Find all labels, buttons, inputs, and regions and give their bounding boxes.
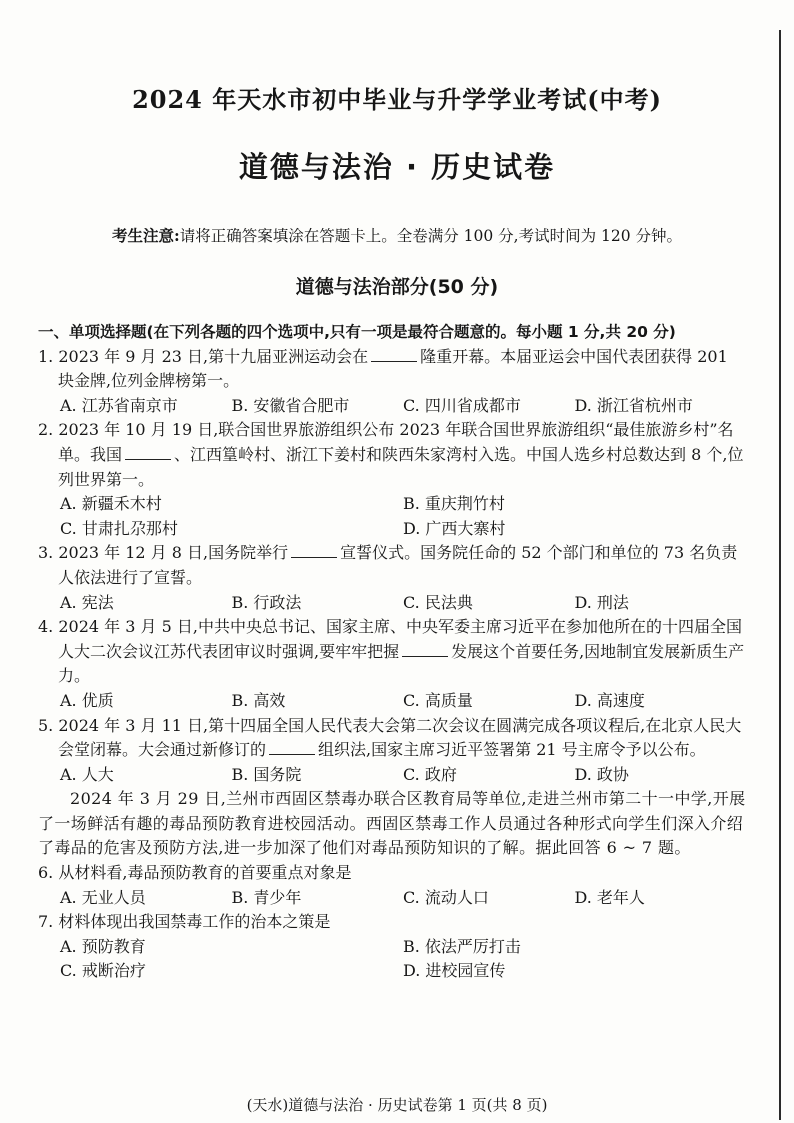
option-c: C. 政府 xyxy=(403,764,457,784)
question-stem: 2. 2023 年 10 月 19 日,联合国世界旅游组织公布 2023 年联合国世界旅游组织“最佳旅游乡村”名单。我国 、江西篁岭村、浙江下姜村和陕西朱家湾村入选。中国人选乡村总数达到 8 个,位列世界第一。 xyxy=(38,420,744,489)
option-a: A. 江苏省南京市 xyxy=(60,395,178,415)
question-options xyxy=(38,591,746,616)
reading-material: 2024 年 3 月 29 日,兰州市西固区禁毒办联合区教育局等单位,走进兰州市第二十一中学,开展了一场鲜活有趣的毒品预防教育进校园活动。西固区禁毒工作人员通过各种形式向学生们深入介绍了毒品的危害及预防方法,进一步加深了他们对毒品预防知识的了解。据此回答 6 ~ 7 题。 xyxy=(38,789,746,858)
option-c: C. 高质量 xyxy=(403,690,473,710)
question-stem: 3. 2023 年 12 月 8 日,国务院举行 宣誓仪式。国务院任命的 52 个部门和单位的 73 名负责人依法进行了宣誓。 xyxy=(38,543,738,587)
exam-content xyxy=(38,320,746,984)
option-b: B. 高效 xyxy=(231,690,286,710)
option-c: C. 戒断治疗 xyxy=(60,961,146,981)
page-footer: (天水)道德与法治 · 历史试卷第 1 页(共 8 页) xyxy=(246,1096,548,1114)
option-a: A. 预防教育 xyxy=(60,936,146,956)
option-d: D. 广西大寨村 xyxy=(403,518,506,538)
question-stem: 6. 从材料看,毒品预防教育的首要重点对象是 xyxy=(38,863,352,883)
option-d: D. 高速度 xyxy=(574,690,645,710)
option-c: C. 流动人口 xyxy=(403,887,489,907)
option-c: C. 四川省成都市 xyxy=(403,395,521,415)
option-d: D. 老年人 xyxy=(574,887,645,907)
question-options xyxy=(38,492,746,541)
option-d: D. 刑法 xyxy=(574,592,629,612)
option-d: D. 浙江省杭州市 xyxy=(574,395,693,415)
option-a: A. 优质 xyxy=(60,690,114,710)
question-5 xyxy=(38,714,746,788)
option-a: A. 无业人员 xyxy=(60,887,146,907)
question-stem: 4. 2024 年 3 月 5 日,中共中央总书记、国家主席、中央军委主席习近平在参加他所在的十四届全国人大二次会议江苏代表团审议时强调,要牢牢把握 发展这个首要任务,因地制宜发展新质生产力。 xyxy=(38,617,745,686)
answer-blank xyxy=(125,447,171,460)
question-options xyxy=(38,763,746,788)
option-d: D. 进校园宣传 xyxy=(403,961,506,981)
answer-blank xyxy=(269,742,315,755)
question-3 xyxy=(38,541,746,615)
part-title: 道德与法治部分(50 分) xyxy=(295,276,499,298)
scan-edge-line xyxy=(779,30,781,1120)
question-options xyxy=(38,886,746,911)
option-c: C. 民法典 xyxy=(403,592,473,612)
notice-label: 考生注意: xyxy=(111,226,180,245)
question-4 xyxy=(38,615,746,713)
option-a: A. 宪法 xyxy=(60,592,114,612)
question-2 xyxy=(38,418,746,541)
question-options xyxy=(38,394,746,419)
answer-blank xyxy=(371,349,417,362)
option-b: B. 行政法 xyxy=(231,592,302,612)
question-stem: 5. 2024 年 3 月 11 日,第十四届全国人民代表大会第二次会议在圆满完成各项议程后,在北京人民大会堂闭幕。大会通过新修订的 组织法,国家主席习近平签署第 21 号主席令予以公布。 xyxy=(38,715,742,760)
option-b: B. 国务院 xyxy=(231,764,302,784)
answer-blank xyxy=(291,545,337,558)
option-a: A. 新疆禾木村 xyxy=(60,494,162,514)
question-1 xyxy=(38,345,746,419)
question-stem: 7. 材料体现出我国禁毒工作的治本之策是 xyxy=(38,912,331,932)
question-stem: 1. 2023 年 9 月 23 日,第十九届亚洲运动会在 隆重开幕。本届亚运会中国代表团获得 201 块金牌,位列金牌榜第一。 xyxy=(38,346,728,391)
question-7 xyxy=(38,910,746,984)
option-b: B. 安徽省合肥市 xyxy=(231,395,350,415)
question-options xyxy=(38,689,746,714)
candidate-notice xyxy=(0,224,794,246)
option-c: C. 甘肃扎尕那村 xyxy=(60,518,178,538)
section-heading: 一、单项选择题(在下列各题的四个选项中,只有一项是最符合题意的。每小题 1 分,共 20 分) xyxy=(38,323,676,341)
option-b: B. 依法严厉打击 xyxy=(403,936,521,956)
notice-text: 请将正确答案填涂在答题卡上。全卷满分 100 分,考试时间为 120 分钟。 xyxy=(179,227,683,245)
option-b: B. 重庆荆竹村 xyxy=(403,494,505,514)
exam-title: 2024 年天水市初中毕业与升学学业考试(中考) xyxy=(132,85,662,114)
option-b: B. 青少年 xyxy=(231,887,302,907)
option-a: A. 人大 xyxy=(60,764,114,784)
answer-blank xyxy=(402,644,448,657)
exam-subject: 道德与法治 · 历史试卷 xyxy=(238,150,556,184)
question-6 xyxy=(38,861,746,910)
question-options xyxy=(38,935,746,984)
option-d: D. 政协 xyxy=(574,764,629,784)
